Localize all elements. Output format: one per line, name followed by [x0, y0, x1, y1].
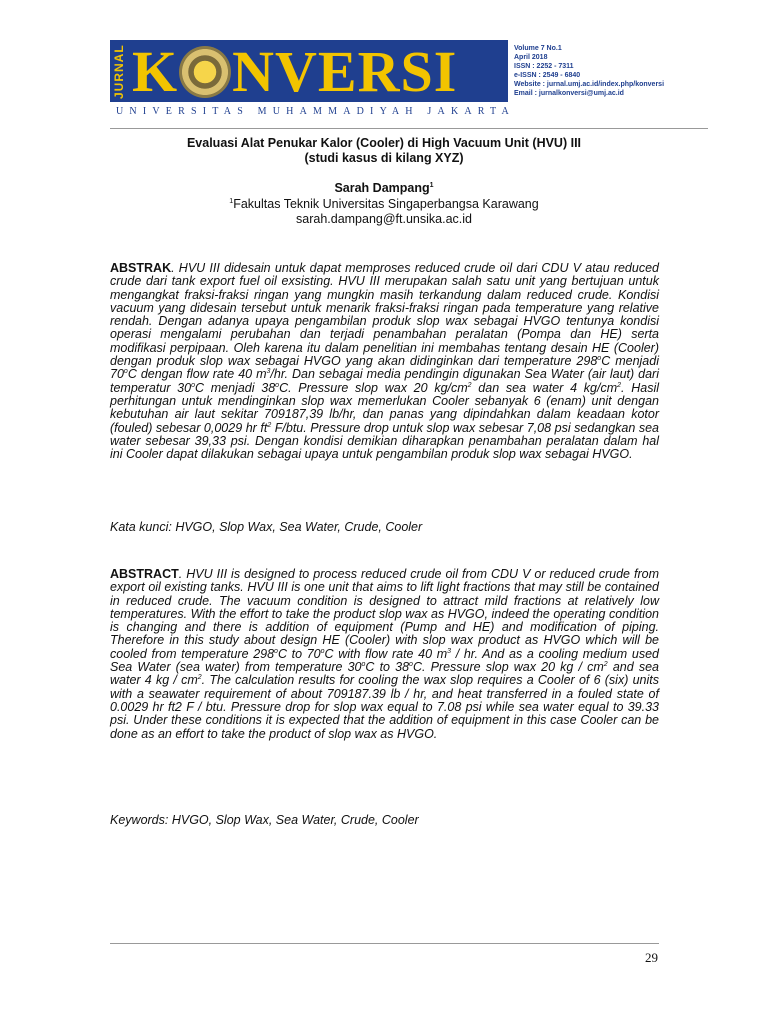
abstrak-text: C. Pressure slop wax 20 kg/cm [279, 380, 468, 395]
abstrak-label: ABSTRAK [110, 261, 172, 275]
website-link[interactable]: Website : jurnal.umj.ac.id/index.php/konversi [514, 81, 665, 88]
abstrak-text: F/btu. Pressure drop untuk slop wax sebesar 7,08 psi sedangkan sea water sebesar 39,33 psi. Dengan kondisi demikian diharapkan penambahan peralatan dalam hal ini Cooler dapat dilakukan sebagai upaya untuk pengambilan produk slop wax sebagai HVGO. [110, 420, 659, 462]
abstract-sup: 2 [603, 660, 608, 668]
abstract-text: and sea water 4 kg / cm [110, 660, 659, 688]
email-link[interactable]: Email : jurnalkonversi@umj.ac.id [514, 90, 624, 97]
kata-kunci: Kata kunci: HVGO, Slop Wax, Sea Water, Crude, Cooler [110, 520, 423, 534]
author-affiliation [110, 197, 658, 212]
journal-info [514, 44, 704, 98]
author-email[interactable]: sarah.dampang@ft.unsika.ac.id [296, 212, 472, 226]
masthead-banner [110, 40, 508, 102]
abstract-text: C to 38 [365, 660, 410, 675]
abstrak-text: /hr. Dan sebagai media pendingin digunakan Sea Water (air laut) dari temperatur 30 [110, 367, 659, 395]
abstract-sup: 2 [197, 674, 202, 682]
abstrak-text: . HVU III didesain untuk dapat memproses reduced crude oil dari CDU V atau reduced crude dari tank export fuel oil exsisting. HVU III merupakan salah satu unit yang bertujuan untuk mengangkat fraksi-fraksi ringan yang mungkin masih terkandung dalam reduced crude. Kondisi vacuum yang didesain tersebut untuk menarik fraksi-fraksi ringan pada temperature yang relative rendah. Dengan adanya upaya pengambilan produk slop wax sebagai HVGO tentunya kondisi operasi mengalami perubahan dan terjadi penambahan peralatan (Pompa dan HE) serta modifikasi perpipaan. Oleh karena itu dalam penelitian ini membahas tentang desain HE (Cooler) dengan produk slop wax sebagai HVGO yang akan didinginkan dari temperature 298 [110, 261, 659, 369]
university-seal-icon [179, 46, 231, 98]
abstrak-text: C menjadi 38 [195, 380, 276, 395]
issue-date: April 2018 [514, 54, 548, 61]
abstract-text: C. Pressure slop wax 20 kg / cm [412, 660, 604, 675]
abstrak-sup: o [191, 381, 195, 389]
abstrak-text: . Hasil perhitungan untuk mendinginkan slop wax memerlukan Cooler sebanyak 6 (enam) unit dengan kebutuhan air laut sekitar 709187,39 lb/hr, dan panas yang dipindahkan dalam keadaan kotor (fouled) sebesar 0,0029 hr ft [110, 380, 660, 435]
volume-info: Volume 7 No.1 [514, 45, 562, 52]
page-number: 29 [645, 950, 658, 965]
author-name [110, 181, 658, 196]
author-name-text: Sarah Dampang [334, 181, 430, 195]
journal-masthead [110, 39, 515, 120]
footer-divider [110, 943, 659, 944]
abstrak-sup: 3 [266, 368, 271, 376]
abstract-text: / hr. And as a cooling medium used Sea Water (sea water) from temperature 30 [110, 646, 659, 675]
keywords: Keywords: HVGO, Slop Wax, Sea Water, Crude, Cooler [110, 813, 419, 827]
title-line-1: Evaluasi Alat Penukar Kalor (Cooler) di High Vacuum Unit (HVU) III [186, 136, 582, 150]
abstrak-text: C menjadi 70 [110, 354, 659, 382]
abstract-sup: 3 [447, 647, 452, 655]
affiliation-sup: 1 [229, 197, 234, 205]
eissn: e-ISSN : 2549 - 6840 [514, 72, 581, 79]
abstract-text: C with flow rate 40 m [324, 646, 448, 661]
abstract-sup: o [320, 647, 325, 655]
university-name: UNIVERSITAS MUHAMMADIYAH JAKARTA [116, 106, 515, 117]
abstrak-sup: o [123, 368, 128, 376]
abstract-sup: o [361, 660, 366, 668]
abstrak-paragraph [110, 262, 659, 461]
abstract-text: . The calculation results for cooling the wax slop requires a Cooler of 6 (six) units with a seawater requirement of about 709187.39 lb / hr, and heat transferred in a fouled state of 0.0029 hr ft2 F / btu. Pressure drop for slop wax equal to 7.08 psi while sea water equal to 39.33 psi. Under these conditions it is expected that the addition of equipment in this case Cooler can be done as an effort to take the product of slop wax as HVGO. [110, 673, 659, 741]
affiliation-text: Fakultas Teknik Universitas Singaperbangsa Karawang [233, 197, 539, 211]
abstract-sup: o [274, 647, 278, 655]
author-sup: 1 [429, 181, 434, 189]
abstract-text: . HVU III is designed to process reduced crude oil from CDU V or reduced crude from export oil existing tanks. HVU III is one unit that aims to lift light fractions that may still be contained in reduced crude. The vacuum condition is designed to attract mild fractions at relatively low temperatures. With the effort to take the product slop wax as HVGO, indeed the operating condition is changing and there is addition of equipment (Pump and HE) and modification of piping. Therefore in this study about design HE (Cooler) with slop wax product as HVGO which will be cooled from temperature 298 [110, 567, 659, 661]
abstract-paragraph [110, 568, 659, 741]
logo-letters-rest: NVERSI [232, 39, 458, 104]
abstrak-sup: 2 [267, 421, 272, 429]
abstrak-sup: o [275, 381, 280, 389]
abstrak-text: C dengan flow rate 40 m [127, 367, 267, 382]
jurnal-word: JURNAL [112, 44, 126, 100]
abstrak-sup: 2 [617, 381, 622, 389]
abstract-text: C to 70 [277, 646, 321, 661]
title-line-2: (studi kasus di kilang XYZ) [304, 151, 464, 165]
paper-title [110, 136, 658, 166]
header-divider [110, 128, 708, 129]
abstrak-sup: 2 [467, 381, 472, 389]
issn: ISSN : 2252 - 7311 [514, 63, 574, 70]
abstract-sup: o [409, 660, 413, 668]
abstrak-text: dan sea water 4 kg/cm [471, 380, 618, 395]
abstrak-sup: o [597, 354, 602, 362]
abstract-label: ABSTRACT [110, 567, 179, 581]
journal-logo-text [132, 39, 506, 104]
logo-letter-k: K [132, 39, 179, 104]
